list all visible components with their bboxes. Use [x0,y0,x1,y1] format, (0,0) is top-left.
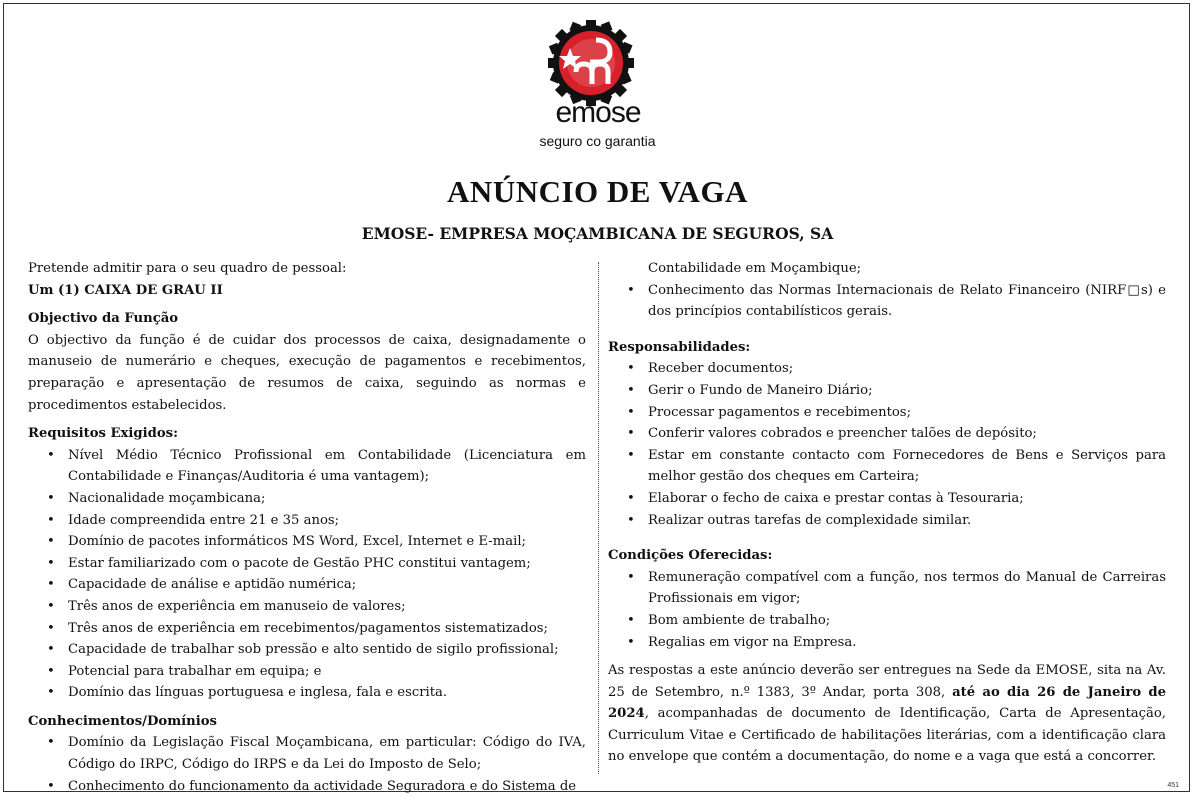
conditions-heading: Condições Oferecidas: [608,548,773,564]
list-item: • Bom ambiente de trabalho; [608,610,1166,632]
list-item: • Estar em constante contacto com Fornecedores de Bens e Serviços para melhor gestão dos cheques em Carteira; [608,445,1166,488]
list-item: • Três anos de experiência em recebimentos/pagamentos sistematizados; [28,618,586,640]
conditions-list [608,567,1166,653]
list-item: • Conhecimento das Normas Internacionais de Relato Financeiro (NIRF□s) e dos princípios contabilísticos gerais. [608,280,1166,323]
list-item: • Nível Médio Técnico Profissional em Contabilidade (Licenciatura em Contabilidade e Finanças/Auditoria é uma vantagem); [28,445,586,488]
column-divider [598,262,599,774]
requirements-heading: Requisitos Exigidos: [28,426,178,442]
list-item: • Capacidade de análise e aptidão numérica; [28,574,586,596]
list-item: • Domínio da Legislação Fiscal Moçambicana, em particular: Código do IVA, Código do IRPC, Código do IRPS e da Lei do Imposto de Selo; [28,732,586,775]
deadline-text: até ao dia 26 de Janeiro de 2024 [608,684,1167,722]
responsibilities-list [608,358,1166,531]
logo-tagline: seguro co garantia [539,133,656,149]
list-item: • Processar pagamentos e recebimentos; [608,402,1166,424]
gear-icon [548,20,634,106]
list-item: • Realizar outras tarefas de complexidade similar. [608,510,1166,532]
left-column [28,258,586,797]
list-item: • Conhecimento do funcionamento da actividade Seguradora e do Sistema de [28,776,586,797]
list-item: • Estar familiarizado com o pacote de Gestão PHC constitui vantagem; [28,553,586,575]
list-item: • Capacidade de trabalhar sob pressão e alto sentido de sigilo profissional; [28,639,586,661]
requirements-list [28,445,586,704]
objective-text: O objectivo da função é de cuidar dos processos de caixa, designadamente o manuseio de numerário e cheques, execução de pagamentos e recebimentos, preparação e apresentação de resumos de caixa, seguindo as normas e procedimentos estabelecidos. [28,332,586,413]
list-item: • Remuneração compatível com a função, nos termos do Manual de Carreiras Profissionais em vigor; [608,567,1166,610]
list-item: • Idade compreendida entre 21 e 35 anos; [28,510,586,532]
page-number: 451 [1167,782,1179,789]
position-title: Um (1) CAIXA DE GRAU II [28,282,223,298]
page-subtitle: EMOSE- EMPRESA MOÇAMBICANA DE SEGUROS, SA [361,224,834,243]
closing-text-2: , acompanhadas de documento de Identificação, Carta de Apresentação, Curriculum Vitae e Certificado de habilitações literárias, com a identificação clara no envelope que contém a documentação, do nome e a vaga que está a concorrer. [608,706,1166,765]
closing-paragraph [608,660,1166,768]
intro-text: Pretende admitir para o seu quadro de pessoal: [28,261,347,276]
list-item: • Conferir valores cobrados e preencher talões de depósito; [608,423,1166,445]
right-column [608,258,1166,768]
list-item: • Domínio das línguas portuguesa e inglesa, fala e escrita. [28,682,586,704]
knowledge-list [28,732,586,797]
logo-wordmark: emose [555,96,641,129]
closing-text-1: As respostas a este anúncio deverão ser entregues na Sede da EMOSE, sita na Av. 25 de Setembro, n.º 1383, 3º Andar, porta 308, [608,663,1166,700]
objective-heading: Objectivo da Função [28,311,179,327]
page-title: ANÚNCIO DE VAGA [447,174,748,209]
list-item: • Receber documentos; [608,358,1166,380]
list-item: • Três anos de experiência em manuseio de valores; [28,596,586,618]
responsibilities-heading: Responsabilidades: [608,339,751,355]
list-item: • Gerir o Fundo de Maneiro Diário; [608,380,1166,402]
list-item: • Domínio de pacotes informáticos MS Word, Excel, Internet e E-mail; [28,531,586,553]
knowledge-heading: Conhecimentos/Domínios [28,713,217,729]
list-item: • Potencial para trabalhar em equipa; e [28,661,586,683]
list-item-continued: Contabilidade em Moçambique; [648,261,862,276]
knowledge-list-continued [608,258,1166,323]
list-item: • Elaborar o fecho de caixa e prestar contas à Tesouraria; [608,488,1166,510]
list-item: • Regalias em vigor na Empresa. [608,632,1166,654]
list-item: • Nacionalidade moçambicana; [28,488,586,510]
